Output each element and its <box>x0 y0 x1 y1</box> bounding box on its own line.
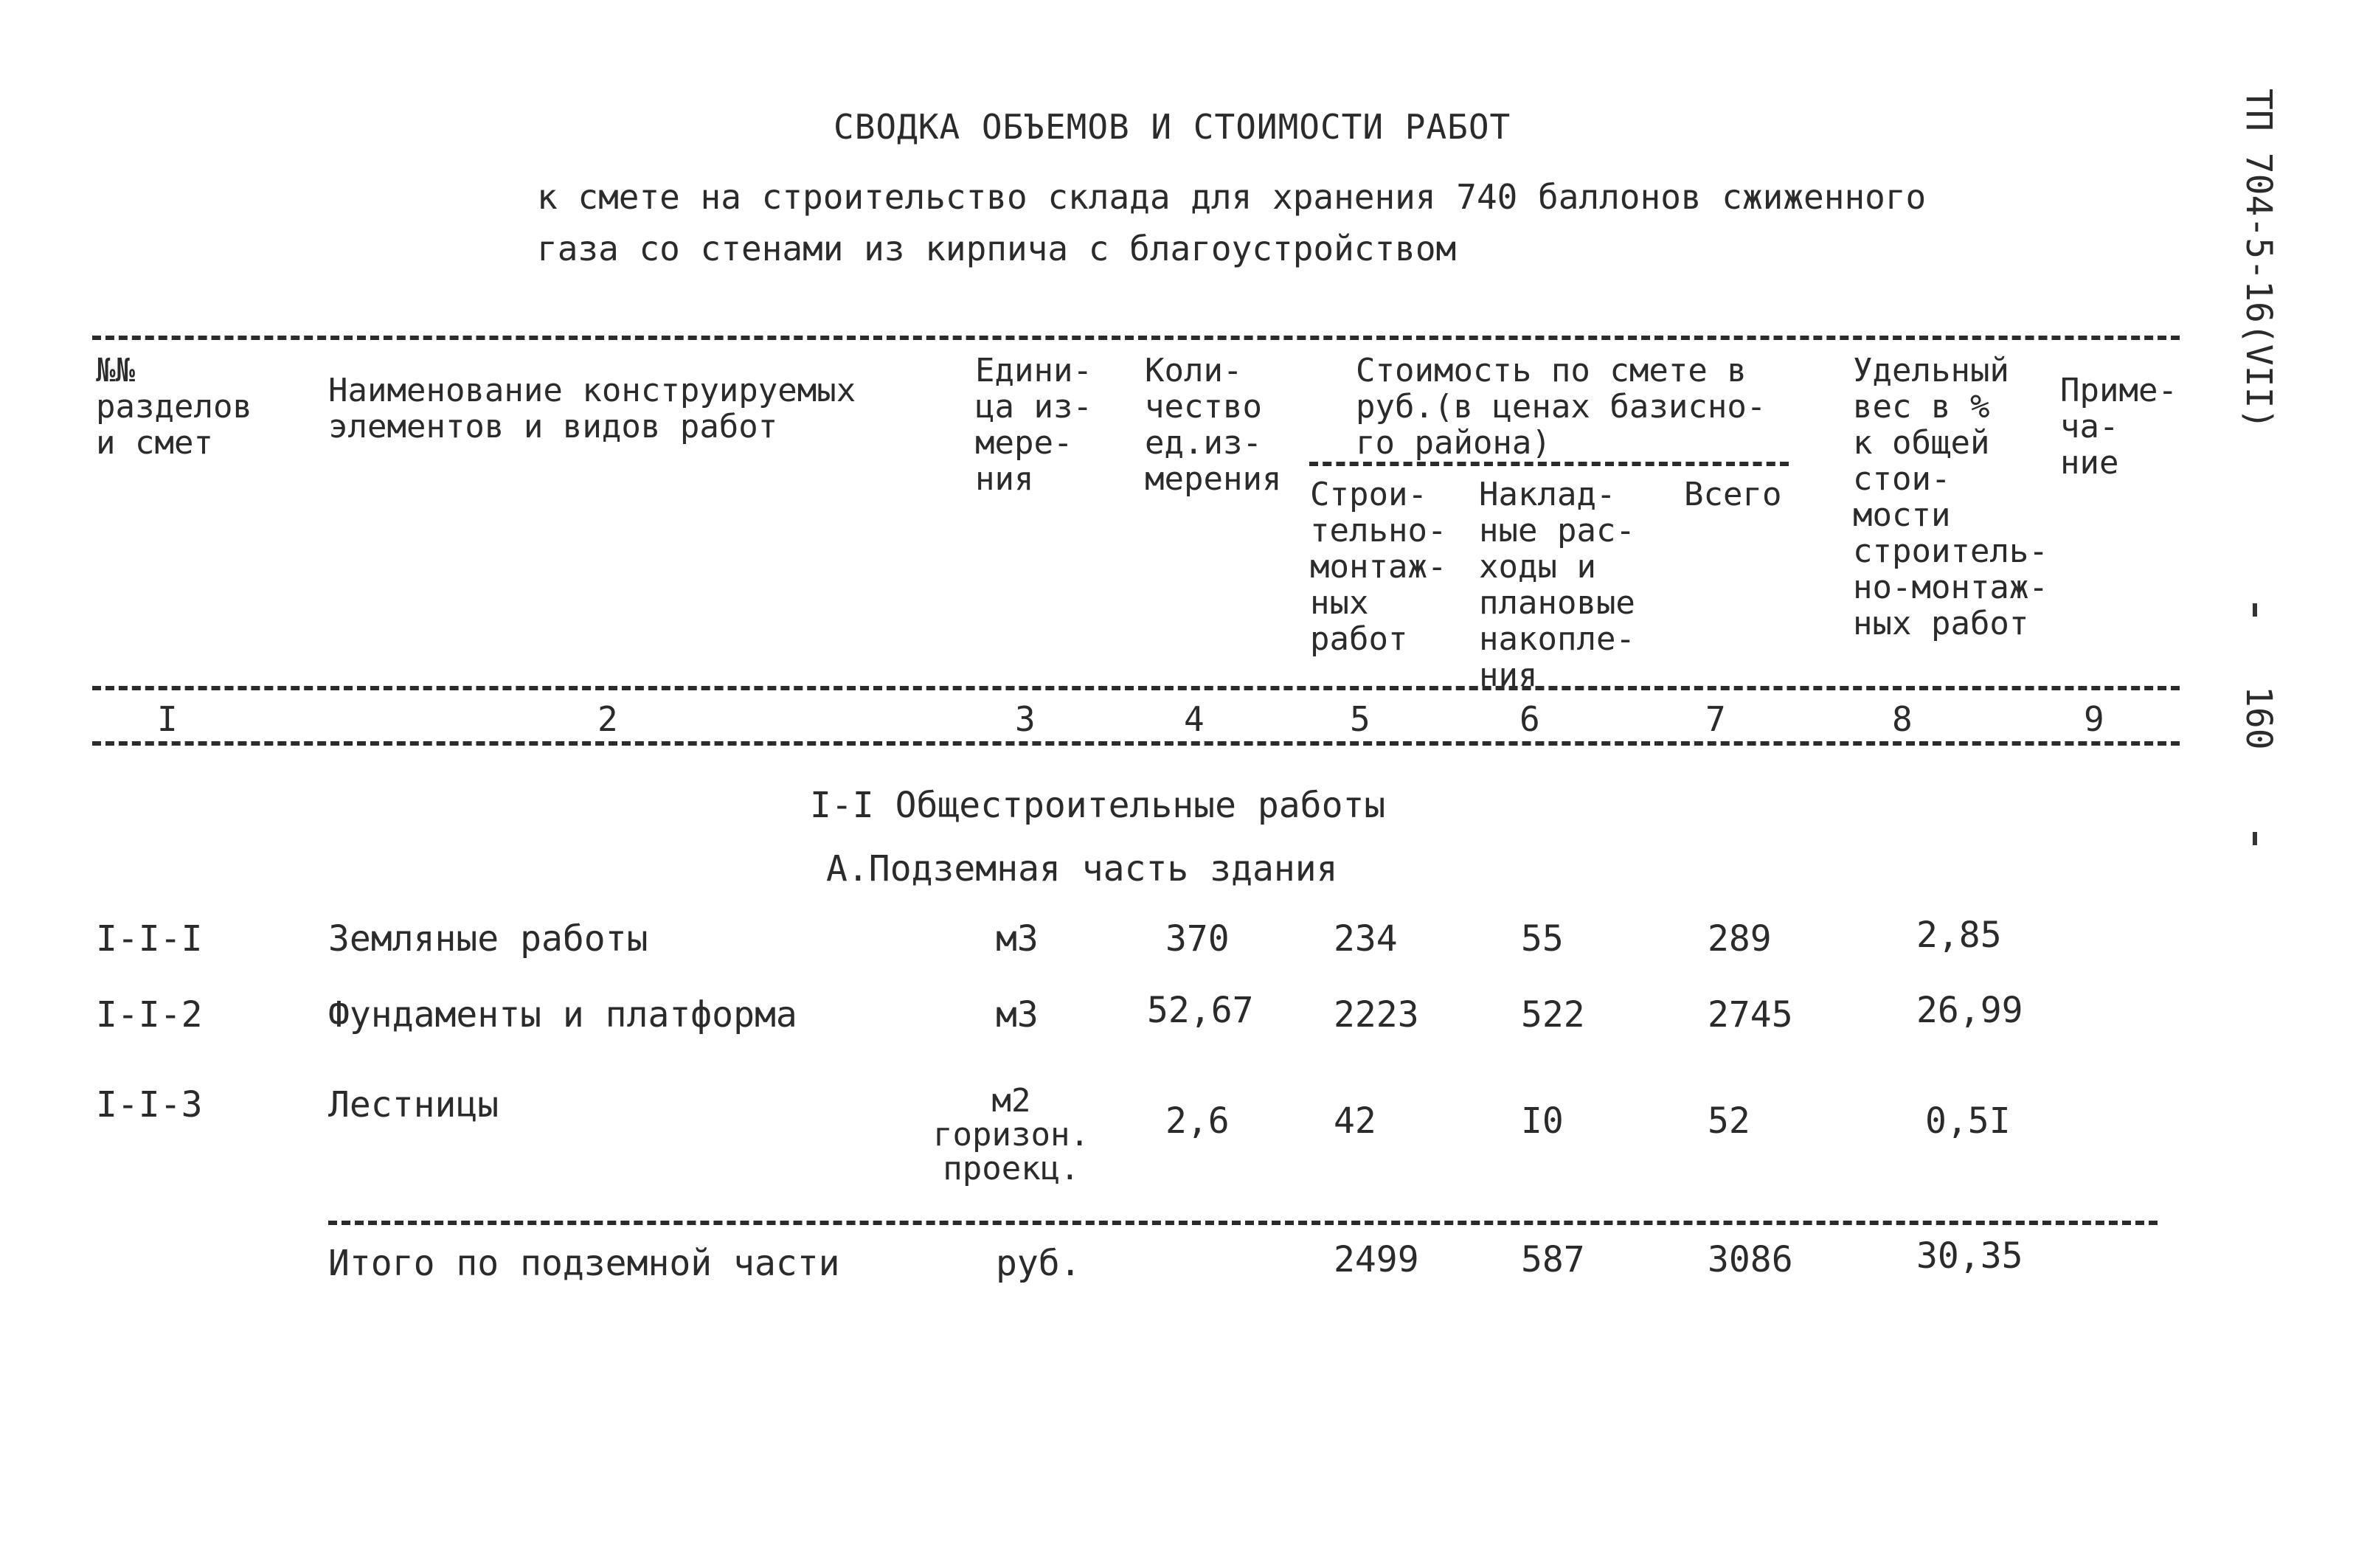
margin-tick <box>2253 832 2257 845</box>
header-col8: Удельный вес в % к общей стои- мости строитель- но-монтаж- ных работ <box>1853 352 2048 642</box>
numbers-bottom-rule <box>92 741 2180 746</box>
row-total: 52 <box>1708 1100 1750 1142</box>
row-code: I-I-2 <box>96 994 203 1035</box>
column-number: 4 <box>1184 699 1205 739</box>
row-code: I-I-I <box>96 918 203 960</box>
document-title: СВОДКА ОБЪЕМОВ И СТОИМОСТИ РАБОТ <box>834 107 1511 147</box>
header-col1: №№ разделов и смет <box>96 352 252 462</box>
header-col5: Строи- тельно- монтаж- ных работ <box>1310 476 1447 658</box>
column-number: 9 <box>2084 699 2104 739</box>
numbers-top-rule <box>92 686 2180 690</box>
header-col4: Коли- чество ед.из- мерения <box>1145 352 1282 498</box>
total-name: Итого по подземной части <box>328 1243 840 1284</box>
cost-group-rule <box>1309 462 1789 466</box>
header-col7: Всего <box>1684 476 1782 513</box>
document-subtitle-line2: газа со стенами из кирпича с благоустройством <box>537 229 1457 268</box>
document-subtitle-line1: к смете на строительство склада для хранения 740 баллонов сжиженного <box>537 177 1927 217</box>
header-col9: Приме- ча- ние <box>2060 372 2177 482</box>
header-col3: Едини- ца из- мере- ния <box>975 352 1092 498</box>
total-overhead: 587 <box>1521 1239 1585 1280</box>
header-col2: Наименование конструируемых элементов и видов работ <box>328 372 856 445</box>
row-share: 2,85 <box>1916 915 2002 956</box>
row-qty: 2,6 <box>1165 1100 1230 1142</box>
column-number: 8 <box>1892 699 1913 739</box>
column-number: 5 <box>1350 699 1370 739</box>
row-total: 289 <box>1708 918 1772 960</box>
row-qty: 52,67 <box>1147 990 1254 1031</box>
column-number: I <box>157 699 178 739</box>
row-overhead: I0 <box>1521 1100 1564 1142</box>
row-overhead: 522 <box>1521 994 1585 1035</box>
row-qty: 370 <box>1165 918 1230 960</box>
row-smr: 2223 <box>1334 994 1419 1035</box>
header-col6: Наклад- ные рас- ходы и плановые накопле- ния <box>1479 476 1635 694</box>
total-unit: руб. <box>996 1243 1081 1284</box>
total-total: 3086 <box>1708 1239 1793 1280</box>
row-unit: м3 <box>996 918 1039 960</box>
row-overhead: 55 <box>1521 918 1564 960</box>
section-title: I-I Общестроительные работы <box>810 785 1386 826</box>
row-smr: 234 <box>1334 918 1398 960</box>
total-share: 30,35 <box>1916 1235 2023 1277</box>
column-number: 3 <box>1015 699 1036 739</box>
column-number: 7 <box>1705 699 1726 739</box>
column-number: 6 <box>1519 699 1540 739</box>
row-name: Земляные работы <box>328 918 648 960</box>
page-number: 160 <box>2238 686 2279 750</box>
row-smr: 42 <box>1334 1100 1376 1142</box>
column-number: 2 <box>597 699 618 739</box>
row-share: 26,99 <box>1916 990 2023 1031</box>
margin-tick <box>2253 603 2257 617</box>
header-cost-group: Стоимость по смете в руб.(в ценах базисно- го района) <box>1356 352 1767 462</box>
side-document-code: ТП 704-5-16(VII) <box>2238 89 2279 430</box>
row-total: 2745 <box>1708 994 1793 1035</box>
row-unit: м3 <box>996 994 1039 1035</box>
row-share: 0,5I <box>1925 1100 2011 1142</box>
total-rule <box>328 1221 2158 1225</box>
row-unit: м2 горизон. проекц. <box>933 1082 1089 1187</box>
row-code: I-I-3 <box>96 1084 203 1125</box>
total-smr: 2499 <box>1334 1239 1419 1280</box>
subsection-title: А.Подземная часть здания <box>826 848 1338 889</box>
row-name: Фундаменты и платформа <box>328 994 797 1035</box>
row-name: Лестницы <box>328 1084 499 1125</box>
table-top-rule <box>92 336 2180 340</box>
